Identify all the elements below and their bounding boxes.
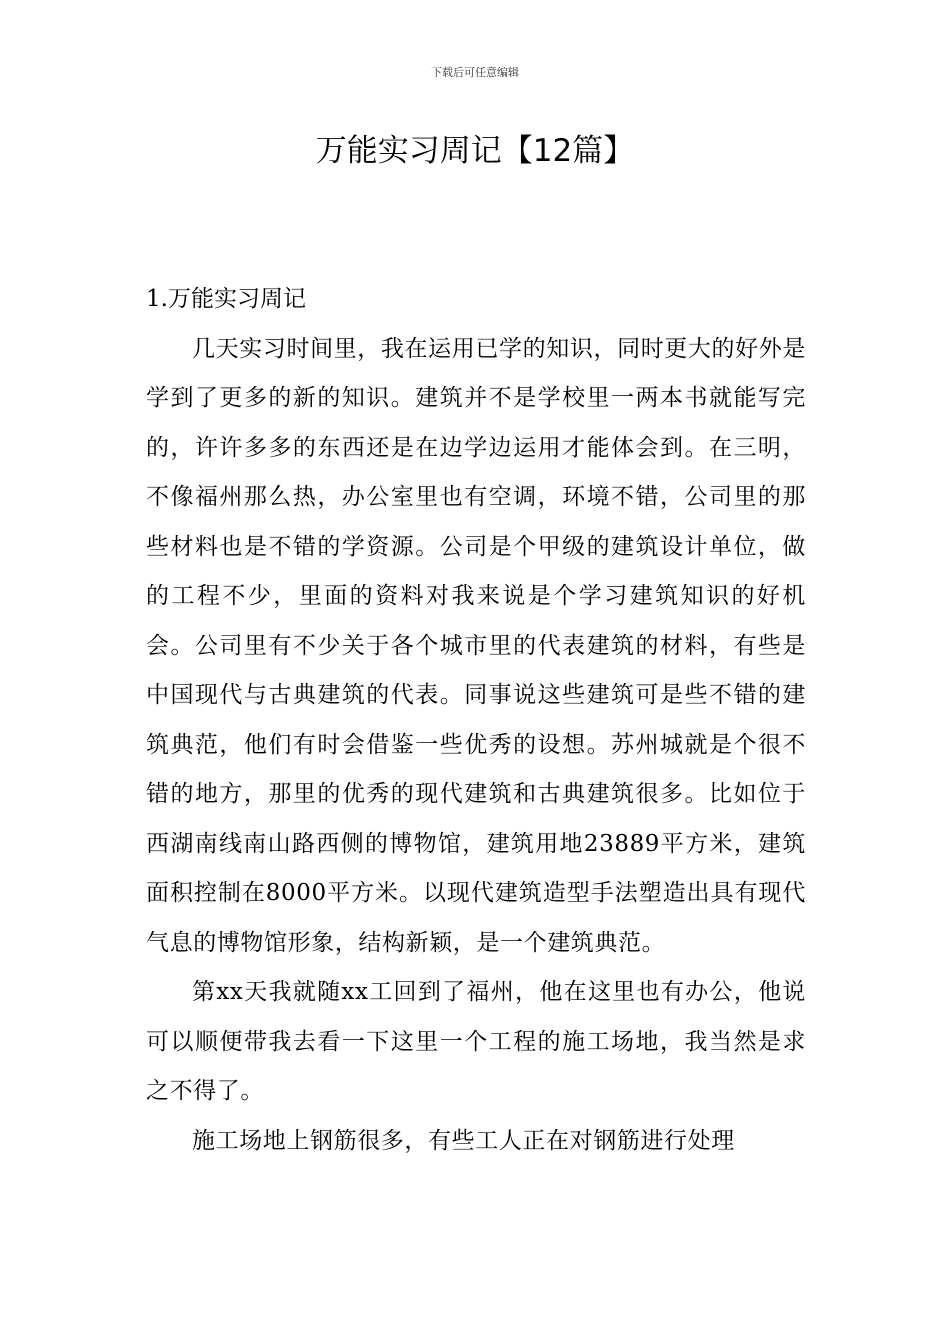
paragraph-1: 几天实习时间里，我在运用已学的知识，同时更大的好外是学到了更多的新的知识。建筑并不是学校里一两本书就能写完的，许许多多的东西还是在边学边运用才能体会到。在三明，不像福州那么热，办公室里也有空调，环境不错，公司里的那些材料也是不错的学资源。公司是个甲级的建筑设计单位，做的工程不少，里面的资料对我来说是个学习建筑知识的好机会。公司里有不少关于各个城市里的代表建筑的材料，有些是中国现代与古典建筑的代表。同事说这些建筑可是些不错的建筑典范，他们有时会借鉴一些优秀的设想。苏州城就是个很不错的地方，那里的优秀的现代建筑和古典建筑很多。比如位于西湖南线南山路西侧的博物馆，建筑用地23889平方米，建筑面积控制在8000平方米。以现代建筑造型手法塑造出具有现代气息的博物馆形象，结构新颖，是一个建筑典范。 (146, 335, 806, 956)
paragraph-3: 施工场地上钢筋很多，有些工人正在对钢筋进行处理 (192, 1127, 735, 1154)
document-body (146, 275, 806, 1166)
paragraph-2: 第xx天我就随xx工回到了福州，他在这里也有办公，他说可以顺便带我去看一下这里一个工程的施工场地，我当然是求之不得了。 (146, 979, 806, 1104)
header-note: 下载后可任意编辑 (431, 66, 519, 79)
section-heading: 1.万能实习周记 (146, 286, 306, 312)
document-title: 万能实习周记【12篇】 (315, 133, 635, 169)
